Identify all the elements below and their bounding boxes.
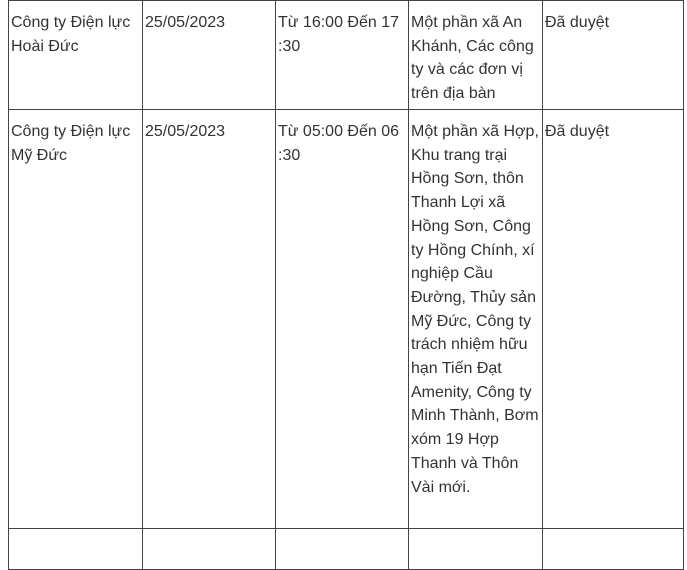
time-cell: Từ 16:00 Đến 17 :30 [276,1,409,110]
time-cell: Từ 05:00 Đến 06 :30 [276,110,409,529]
empty-cell [9,529,143,570]
area-cell: Một phần xã Hợp, Khu trang trại Hồng Sơn, thôn Thanh Lợi xã Hồng Sơn, Công ty Hồng Chính, xí nghiệp Cầu Đường, Thủy sản Mỹ Đức, Công ty trách nhiệm hữu hạn Tiến Đạt Amenity, Công ty Minh Thành, Bơm xóm 19 Hợp Thanh và Thôn Vài mới. [409,110,543,529]
company-cell: Công ty Điện lực Mỹ Đức [9,110,143,529]
empty-cell [143,529,276,570]
company-cell: Công ty Điện lực Hoài Đức [9,1,143,110]
empty-cell [409,529,543,570]
table-row [9,1,684,110]
empty-cell [543,529,684,570]
table-row [9,529,684,570]
table-row [9,110,684,529]
area-cell: Một phần xã An Khánh, Các công ty và các đơn vị trên địa bàn [409,1,543,110]
power-outage-schedule-table [8,0,684,570]
status-cell: Đã duyệt [543,1,684,110]
status-cell: Đã duyệt [543,110,684,529]
date-cell: 25/05/2023 [143,1,276,110]
date-cell: 25/05/2023 [143,110,276,529]
empty-cell [276,529,409,570]
